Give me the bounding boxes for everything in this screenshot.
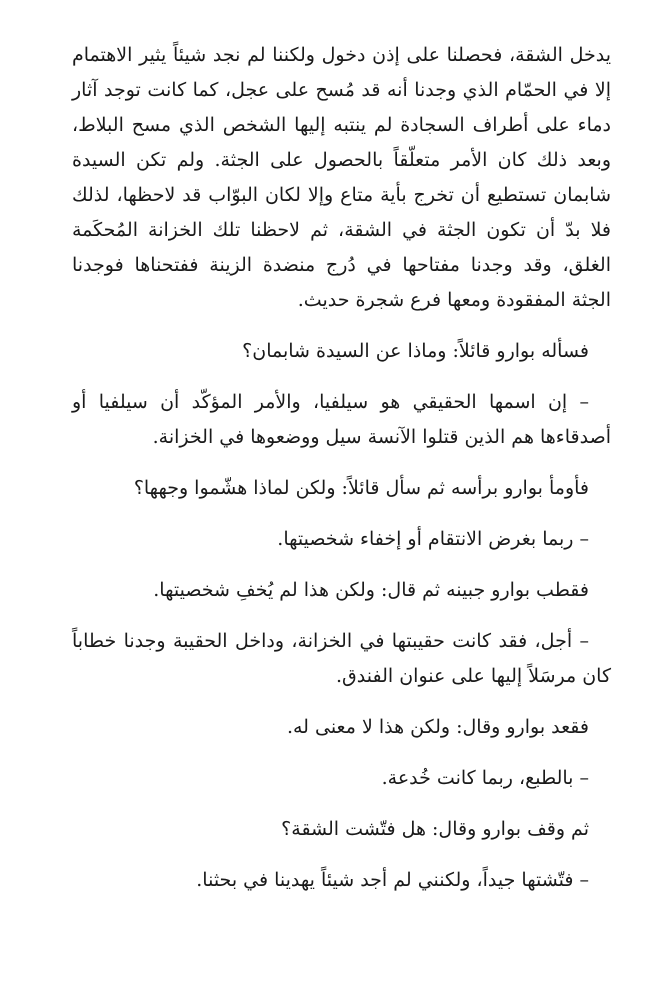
paragraph-dialogue: – أجل، فقد كانت حقيبتها في الخزانة، وداخل الحقيبة وجدنا خطاباً كان مرسَلاً إليها على عنوان الفندق. xyxy=(72,630,611,687)
paragraph-narrative: يدخل الشقة، فحصلنا على إذن دخول ولكننا لم نجد شيئاً يثير الاهتمام إلا في الحمّام الذي وجدنا أنه قد مُسح على عجل، كما كانت توجد آثار دماء على أطراف السجادة لم ينتبه إليها الشخص الذي مسح البلاط، وبعد ذلك كان الأمر متعلّقاً بالحصول على الجثة. ولم تكن السيدة شابمان تستطيع أن تخرج بأية متاع وإلا لكان البوّاب قد لاحظها، لذلك فلا بدّ أن تكون الجثة في الشقة، ثم لاحظنا تلك الخزانة المُحكَمة الغلق، وقد وجدنا مفتاحها في دُرج منضدة الزينة ففتحناها فوجدنا الجثة المفقودة ومعها فرع شجرة حديث. xyxy=(72,44,611,311)
paragraph-dialogue: فقطب بوارو جبينه ثم قال: ولكن هذا لم يُخفِ شخصيتها. xyxy=(153,579,589,601)
paragraph-dialogue: – ربما بغرض الانتقام أو إخفاء شخصيتها. xyxy=(277,528,589,550)
paragraph-dialogue: – إن اسمها الحقيقي هو سيلفيا، والأمر المؤكّد أن سيلفيا أو أصدقاءها هم الذين قتلوا الآنسة سيل ووضعوها في الخزانة. xyxy=(72,391,611,448)
paragraph-dialogue: فسأله بوارو قائلاً: وماذا عن السيدة شابمان؟ xyxy=(242,340,589,362)
paragraph-dialogue: فقعد بوارو وقال: ولكن هذا لا معنى له. xyxy=(286,716,589,738)
paragraph-dialogue: فأومأ بوارو برأسه ثم سأل قائلاً: ولكن لماذا هشّموا وجهها؟ xyxy=(133,477,589,499)
paragraph-dialogue: – بالطبع، ربما كانت خُدعة. xyxy=(381,767,589,789)
book-page xyxy=(72,38,611,914)
paragraph-dialogue: ثم وقف بوارو وقال: هل فتّشت الشقة؟ xyxy=(281,818,589,840)
paragraph-dialogue: – فتّشتها جيداً، ولكنني لم أجد شيئاً يهدينا في بحثنا. xyxy=(196,869,589,891)
